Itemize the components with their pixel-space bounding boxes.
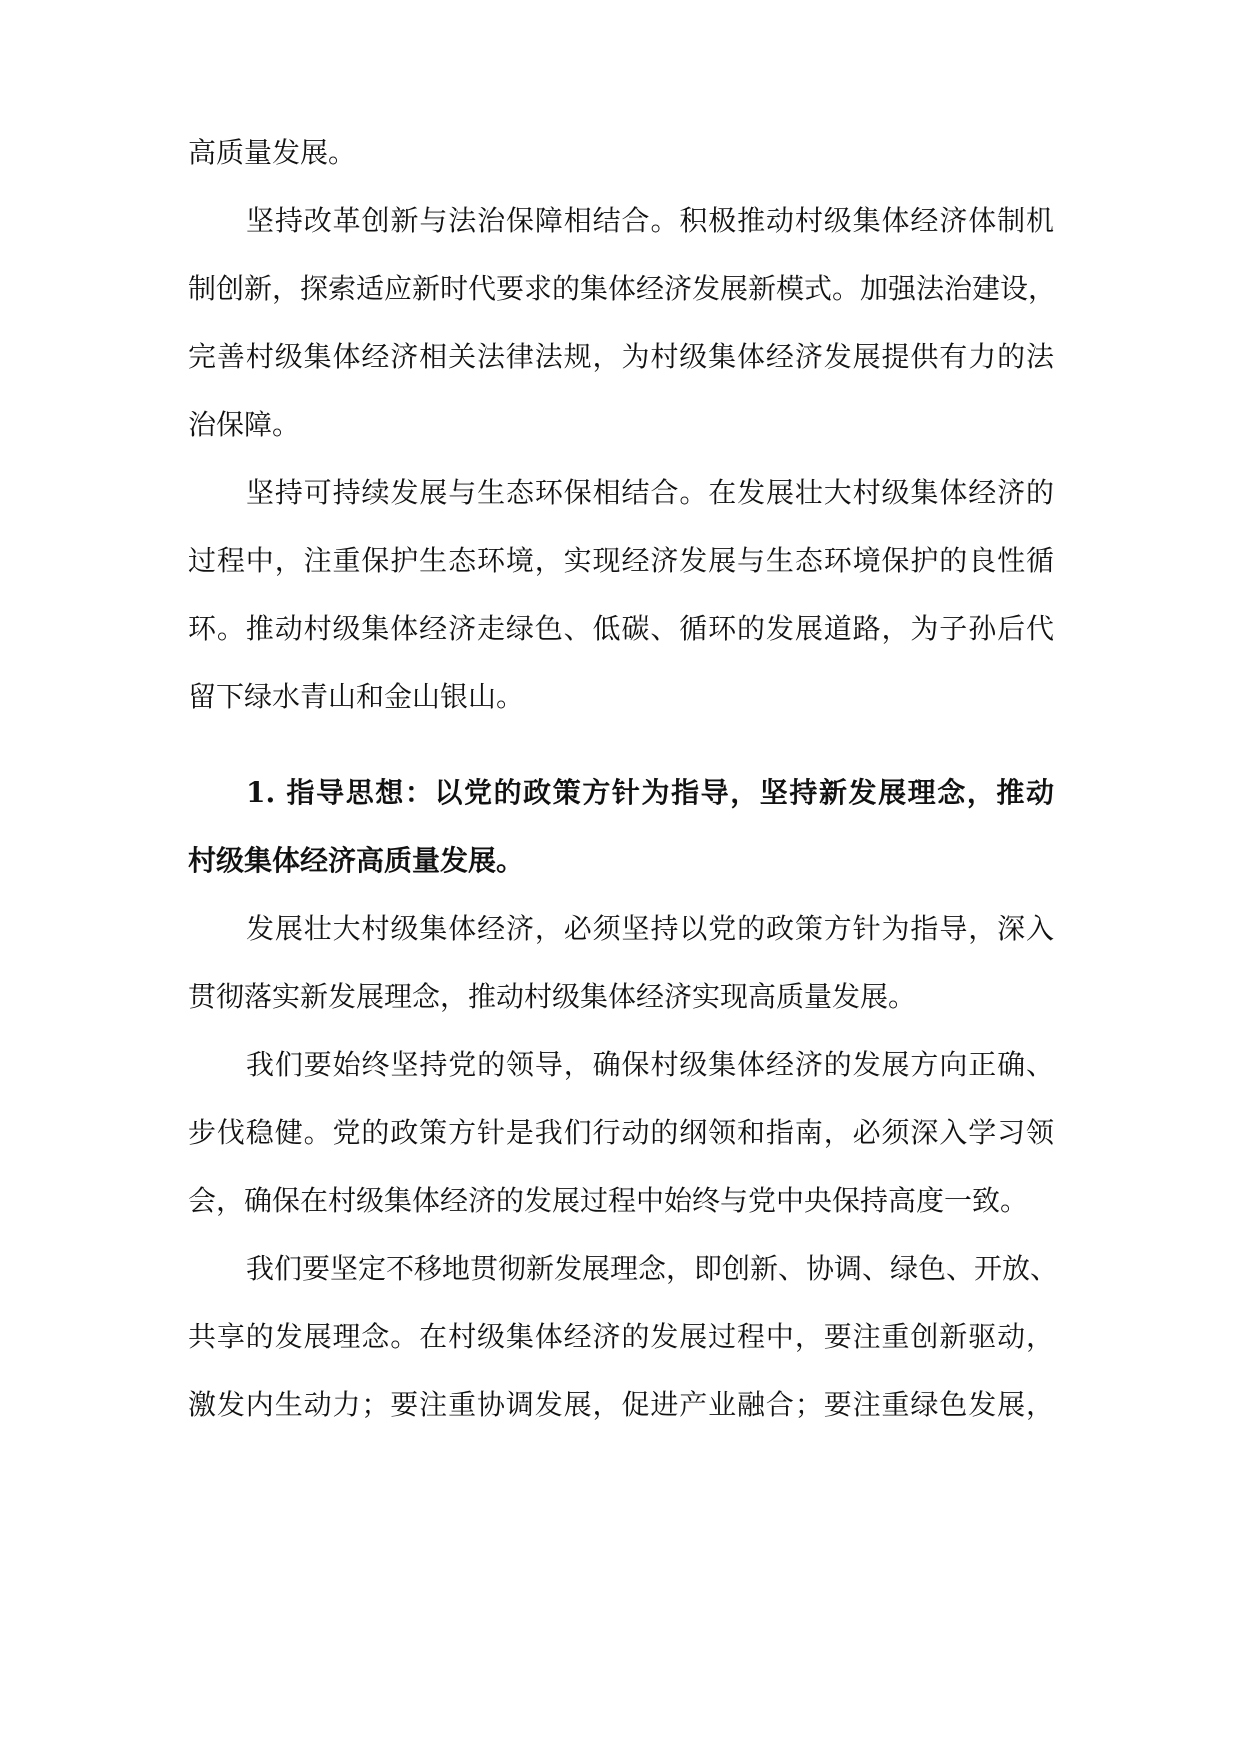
text-line: 共享的发展理念。在村级集体经济的发展过程中，要注重创新驱动， — [188, 1320, 1054, 1353]
text-line: 激发内生动力；要注重协调发展，促进产业融合；要注重绿色发展， — [188, 1388, 1054, 1421]
text-line: 发展壮大村级集体经济，必须坚持以党的政策方针为指导，深入 — [246, 912, 1054, 945]
text-line: 我们要坚定不移地贯彻新发展理念，即创新、协调、绿色、开放、 — [246, 1252, 1059, 1285]
section-heading-line: 1. 指导思想：以党的政策方针为指导，坚持新发展理念，推动 — [246, 776, 1054, 809]
text-line: 留下绿水青山和金山银山。 — [188, 680, 525, 713]
text-line: 坚持改革创新与法治保障相结合。积极推动村级集体经济体制机 — [246, 204, 1054, 237]
text-line: 贯彻落实新发展理念，推动村级集体经济实现高质量发展。 — [188, 980, 917, 1013]
text-line: 我们要始终坚持党的领导，确保村级集体经济的发展方向正确、 — [246, 1048, 1054, 1081]
text-line: 制创新，探索适应新时代要求的集体经济发展新模式。加强法治建设， — [188, 272, 1057, 305]
text-line: 治保障。 — [188, 408, 301, 441]
text-line: 会，确保在村级集体经济的发展过程中始终与党中央保持高度一致。 — [188, 1184, 1029, 1217]
text-line: 完善村级集体经济相关法律法规，为村级集体经济发展提供有力的法 — [188, 340, 1054, 373]
text-line: 步伐稳健。党的政策方针是我们行动的纲领和指南，必须深入学习领 — [188, 1116, 1054, 1149]
text-line: 坚持可持续发展与生态环保相结合。在发展壮大村级集体经济的 — [246, 476, 1054, 509]
text-line: 环。推动村级集体经济走绿色、低碳、循环的发展道路，为子孙后代 — [188, 612, 1054, 645]
section-heading-line: 村级集体经济高质量发展。 — [188, 844, 525, 877]
text-line: 高质量发展。 — [188, 136, 357, 169]
text-line: 过程中，注重保护生态环境，实现经济发展与生态环境保护的良性循 — [188, 544, 1054, 577]
